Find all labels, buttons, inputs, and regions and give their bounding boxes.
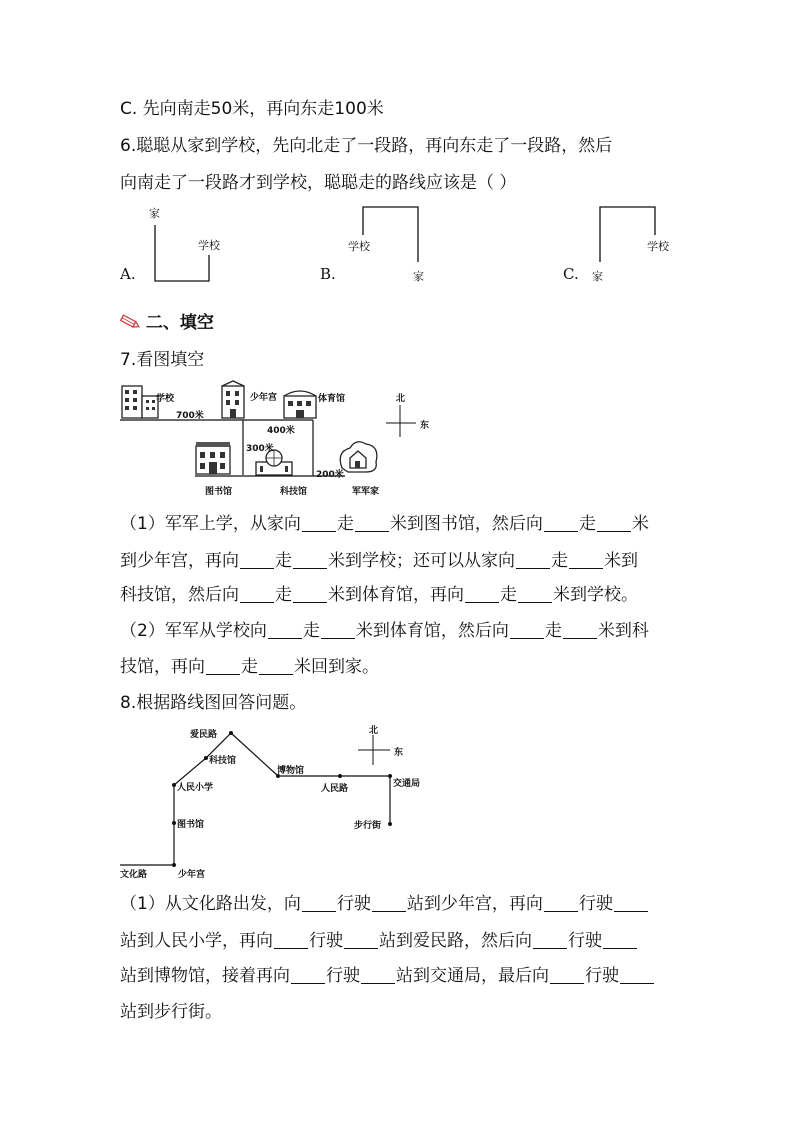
q7-science-museum-label: 科技馆 <box>280 487 308 497</box>
q8-pedestrian-street-label: 步行街 <box>354 821 382 831</box>
option-c-letter: C. <box>563 265 579 283</box>
blank[interactable] <box>240 584 274 603</box>
blank[interactable] <box>240 550 274 569</box>
q7-compass-north: 北 <box>396 394 406 404</box>
q7-part2-line2: 技馆，再向 走 米回到家。 <box>120 657 379 677</box>
q8-renmin-school-label: 人民小学 <box>177 783 214 793</box>
youth-palace-building-icon <box>218 380 250 420</box>
q7-distance-400: 400米 <box>267 426 295 436</box>
pencil-icon <box>120 315 140 329</box>
blank[interactable] <box>569 550 603 569</box>
q8-part1-line1: （1）从文化路出发，向 行驶 站到少年宫，再向 行驶 <box>120 893 649 915</box>
q7-library-label: 图书馆 <box>205 487 233 497</box>
option-a-school-label: 学校 <box>198 239 220 252</box>
q7-compass-east: 东 <box>420 421 430 431</box>
q7-school-label: 学校 <box>156 394 175 404</box>
option-c-text: C. 先向南走50米，再向东走100米 <box>120 99 384 119</box>
blank[interactable] <box>550 965 584 984</box>
blank[interactable] <box>544 893 578 912</box>
q7-youth-palace-label: 少年宫 <box>250 393 278 403</box>
blank[interactable] <box>259 656 293 675</box>
blank[interactable] <box>533 930 567 949</box>
blank[interactable] <box>614 893 648 912</box>
q7-distance-700: 700米 <box>176 411 204 421</box>
question-6-line2: 向南走了一段路才到学校，聪聪走的路线应该是（ ） <box>120 173 517 193</box>
blank[interactable] <box>544 513 578 532</box>
library-building-icon <box>194 440 234 476</box>
q7-distance-300: 300米 <box>246 444 274 454</box>
blank[interactable] <box>563 620 597 639</box>
q7-part1-line2: 到少年宫，再向 走 米到学校；还可以从家向 走 米到 <box>120 551 638 571</box>
blank[interactable] <box>344 930 378 949</box>
q8-route-lines <box>0 0 1 1</box>
q8-part1-line4: 站到步行街。 <box>120 1002 222 1022</box>
blank[interactable] <box>518 584 552 603</box>
q7-gym-label: 体育馆 <box>318 394 346 404</box>
q8-traffic-bureau-label: 交通局 <box>393 779 421 789</box>
q8-museum-label: 博物馆 <box>277 766 305 776</box>
blank[interactable] <box>620 965 654 984</box>
q7-junjun-home-label: 军军家 <box>352 487 380 497</box>
blank[interactable] <box>597 513 631 532</box>
option-c-home-label: 家 <box>592 270 603 283</box>
q8-part1-line2: 站到人民小学，再向 行驶 站到爱民路，然后向 行驶 <box>120 930 638 952</box>
blank[interactable] <box>293 550 327 569</box>
q8-wenhua-road-label: 文化路 <box>120 870 148 880</box>
q8-renmin-road-label: 人民路 <box>321 784 349 794</box>
q8-library-label: 图书馆 <box>177 820 205 830</box>
option-a-letter: A. <box>120 265 136 283</box>
q8-science-museum-label: 科技馆 <box>209 756 237 766</box>
option-c-school-label: 学校 <box>647 240 669 253</box>
option-b-school-label: 学校 <box>348 240 370 253</box>
q7-part2-line1: （2）军军从学校向 走 米到体育馆，然后向 走 米到科 <box>120 621 649 641</box>
blank[interactable] <box>293 584 327 603</box>
blank[interactable] <box>465 584 499 603</box>
blank[interactable] <box>274 930 308 949</box>
q7-part1-line3: 科技馆，然后向 走 米到体育馆，再向 走 米到学校。 <box>120 585 638 605</box>
q7-part1-line1: （1）军军上学，从家向 走 米到图书馆，然后向 走 米 <box>120 514 649 534</box>
q8-youth-palace-label: 少年宫 <box>178 870 206 880</box>
q8-aimin-road-label: 爱民路 <box>190 730 218 740</box>
blank[interactable] <box>372 893 406 912</box>
section-title: 二、填空 <box>145 313 214 333</box>
blank[interactable] <box>603 930 637 949</box>
blank[interactable] <box>302 893 336 912</box>
section-fill-blank <box>120 308 214 333</box>
q8-compass-north: 北 <box>369 726 379 736</box>
option-a-home-label: 家 <box>149 207 160 220</box>
blank[interactable] <box>321 620 355 639</box>
school-building-icon <box>120 384 160 420</box>
option-b-home-label: 家 <box>413 270 424 283</box>
question-6-line1: 6.聪聪从家到学校，先向北走了一段路，再向东走了一段路，然后 <box>120 136 613 156</box>
blank[interactable] <box>291 965 325 984</box>
gym-building-icon <box>282 386 318 420</box>
blank[interactable] <box>516 550 550 569</box>
blank[interactable] <box>268 620 302 639</box>
blank[interactable] <box>302 513 336 532</box>
q8-part1-line3: 站到博物馆，接着再向 行驶 站到交通局，最后向 行驶 <box>120 965 655 987</box>
blank[interactable] <box>510 620 544 639</box>
blank[interactable] <box>361 965 395 984</box>
question-7-title: 7.看图填空 <box>120 350 205 370</box>
option-b-letter: B. <box>320 265 336 283</box>
blank[interactable] <box>206 656 240 675</box>
q8-compass-east: 东 <box>394 748 404 758</box>
blank[interactable] <box>355 513 389 532</box>
question-8-title: 8.根据路线图回答问题。 <box>120 693 307 713</box>
q7-distance-200: 200米 <box>316 470 344 480</box>
